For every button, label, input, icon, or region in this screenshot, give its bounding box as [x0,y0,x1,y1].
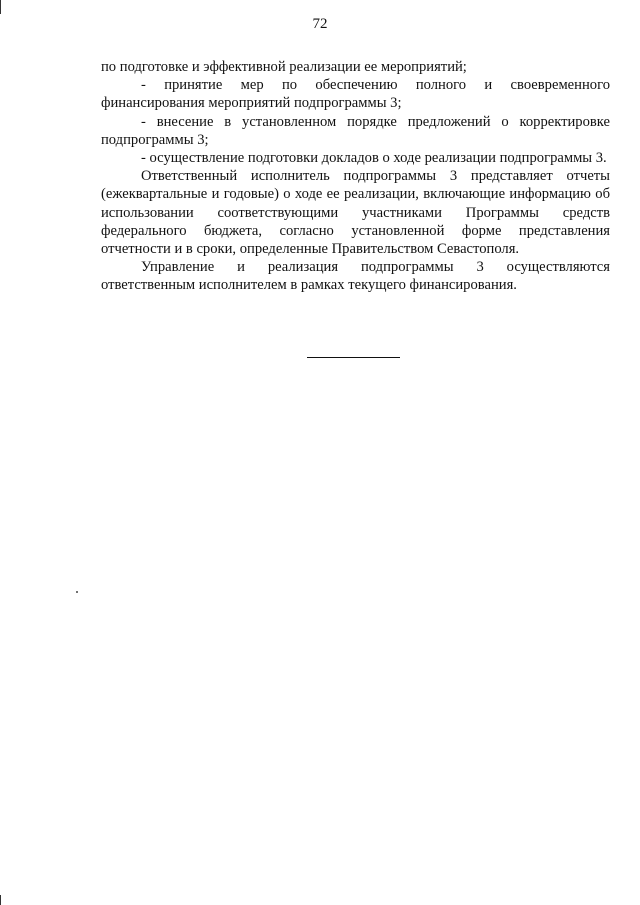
end-separator-line [307,357,400,358]
paragraph-continuation: по подготовке и эффективной реализации ее мероприятий; [101,59,467,75]
paragraph-reporting: Ответственный исполнитель подпрограммы 3 представляет отчеты (ежеквартальные и годовые) о ходе ее реализации, включающие информацию об использовании соответствующими участниками Программы средств федерального бюджета, согласно установленной форме представления отчетности и в сроки, определенные Правительством Севастополя. [101,168,610,258]
list-item-proposals: - внесение в установленном порядке предложений о корректировке подпрограммы 3; [101,113,610,148]
scan-edge-mark-top [0,0,1,14]
scan-speck [76,591,78,593]
paragraph-management: Управление и реализация подпрограммы 3 осуществляются ответственным исполнителем в рамках текущего финансирования. [101,259,610,294]
document-body [101,58,610,295]
list-item-funding: - принятие мер по обеспечению полного и своевременного финансирования мероприятий подпрограммы 3; [101,77,610,112]
page-number: 72 [312,16,328,32]
list-item-reports: - осуществление подготовки докладов о ходе реализации подпрограммы 3. [141,150,607,167]
scan-edge-mark-bottom [0,895,1,905]
